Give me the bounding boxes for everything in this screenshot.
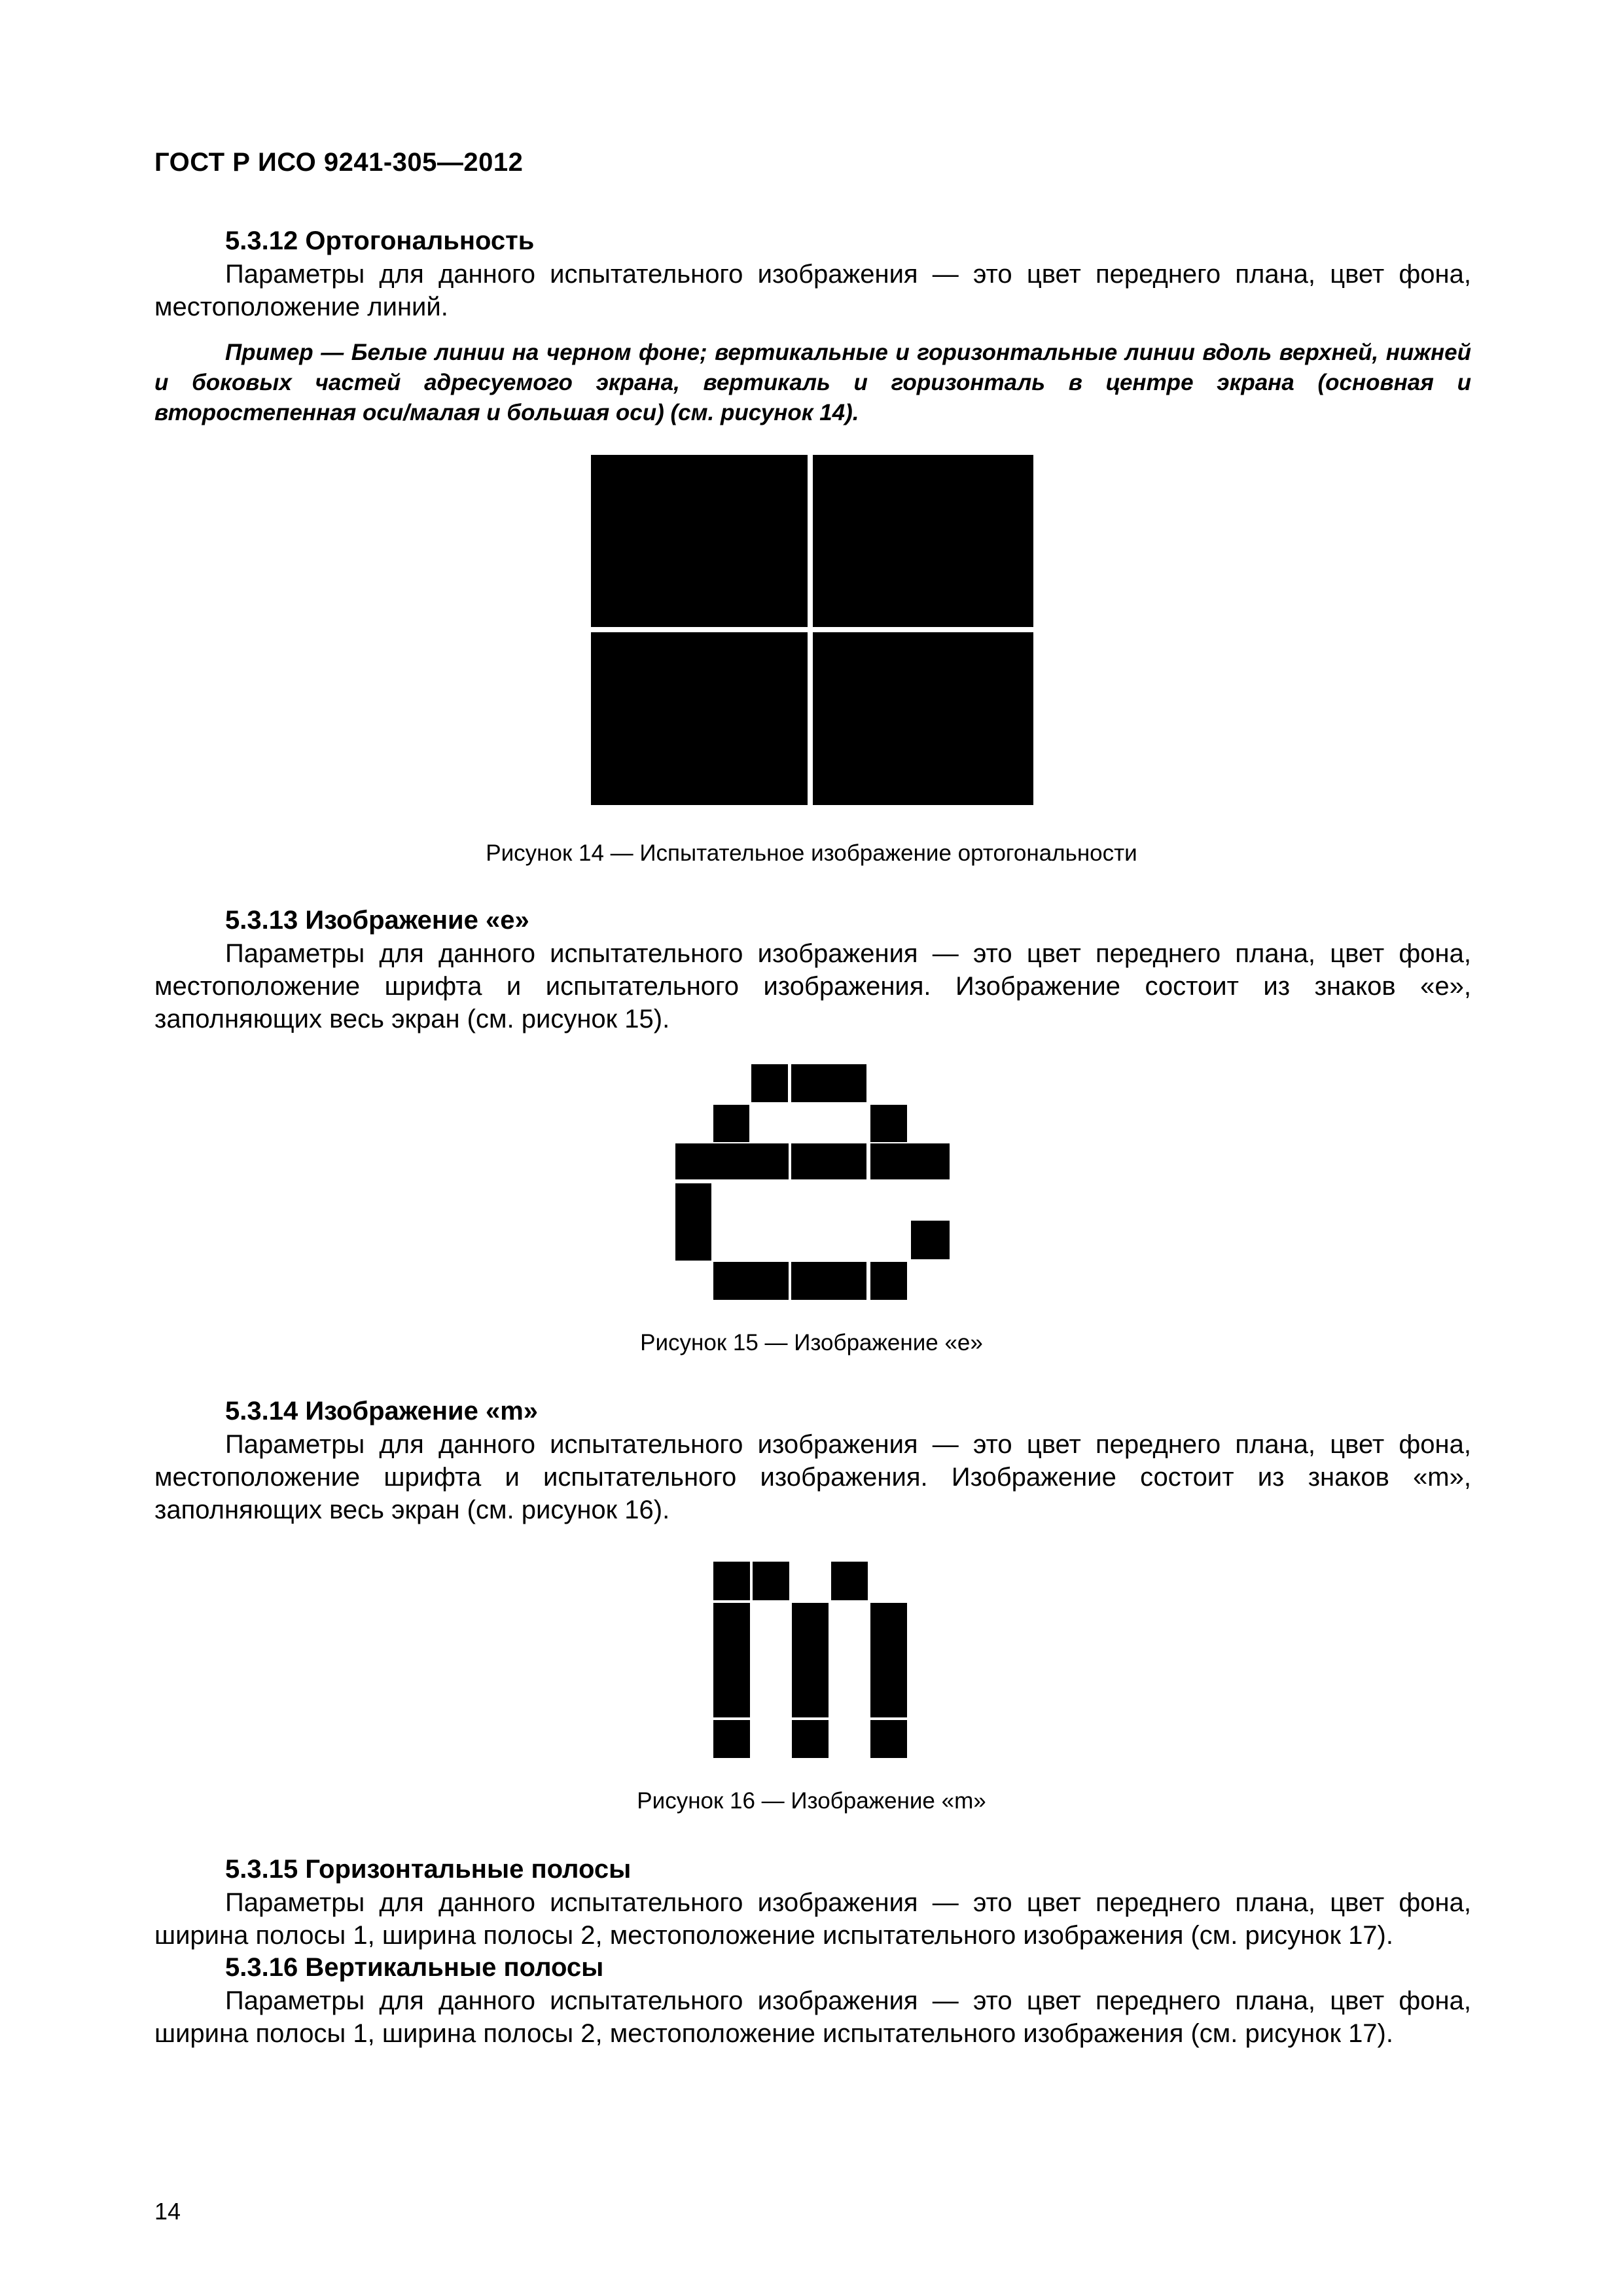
m-pixel xyxy=(753,1562,789,1600)
e-pixel xyxy=(791,1262,866,1300)
quadrant-top-right xyxy=(813,455,1033,627)
e-pixel xyxy=(870,1143,950,1179)
figure-16-letter-m-image xyxy=(713,1562,907,1758)
section-text-letter-m: Параметры для данного испытательного изображения — это цвет переднего плана, цвет фона, местоположение шрифта и испытательного изображения. Изображение состоит из знаков «m», заполняющих весь экран (см. рисунок 16). xyxy=(154,1430,1471,1524)
e-pixel xyxy=(791,1064,866,1102)
quadrant-bottom-left xyxy=(591,632,808,805)
section-text-horizontal-stripes: Параметры для данного испытательного изображения — это цвет переднего плана, цвет фона, ширина полосы 1, ширина полосы 2, местоположение испытательного изображения (см. рисунок 17). xyxy=(154,1888,1471,1950)
section-text-letter-e: Параметры для данного испытательного изображения — это цвет переднего плана, цвет фона, местоположение шрифта и испытательного изображения. Изображение состоит из знаков «е», заполняющих весь экран (см. рисунок 15). xyxy=(154,939,1471,1033)
m-pixel xyxy=(792,1603,829,1717)
section-heading-orthogonality: 5.3.12 Ортогональность xyxy=(225,226,535,255)
m-pixel xyxy=(713,1562,750,1600)
m-pixel xyxy=(831,1562,868,1600)
figure-15-letter-e-image xyxy=(675,1064,950,1300)
document-code: ГОСТ Р ИСО 9241-305—2012 xyxy=(154,148,524,177)
e-pixel xyxy=(713,1262,789,1300)
section-text-vertical-stripes: Параметры для данного испытательного изображения — это цвет переднего плана, цвет фона, ширина полосы 1, ширина полосы 2, местоположение испытательного изображения (см. рисунок 17). xyxy=(154,1986,1471,2048)
page-number: 14 xyxy=(154,2198,181,2225)
figure-14-caption: Рисунок 14 — Испытательное изображение ортогональности xyxy=(486,840,1137,866)
e-pixel xyxy=(791,1143,866,1179)
e-pixel xyxy=(870,1262,907,1300)
e-pixel xyxy=(911,1221,950,1259)
quadrant-bottom-right xyxy=(813,632,1033,805)
m-pixel xyxy=(713,1603,750,1717)
m-pixel xyxy=(792,1720,829,1758)
section-heading-letter-m: 5.3.14 Изображение «m» xyxy=(225,1397,539,1426)
figure-16-caption: Рисунок 16 — Изображение «m» xyxy=(637,1788,986,1814)
figure-15-caption: Рисунок 15 — Изображение «е» xyxy=(640,1330,983,1355)
section-heading-letter-e: 5.3.13 Изображение «е» xyxy=(225,906,529,935)
quadrant-top-left xyxy=(591,455,808,627)
m-pixel xyxy=(713,1720,750,1758)
section-heading-vertical-stripes: 5.3.16 Вертикальные полосы xyxy=(225,1953,604,1982)
figure-14-orthogonality-image xyxy=(591,455,1033,805)
e-pixel xyxy=(870,1105,907,1142)
section-text-orthogonality: Параметры для данного испытательного изображения — это цвет переднего плана, цвет фона, местоположение линий. xyxy=(154,260,1471,321)
section-heading-horizontal-stripes: 5.3.15 Горизонтальные полосы xyxy=(225,1855,632,1884)
e-pixel xyxy=(713,1105,749,1142)
example-text-orthogonality: Пример — Белые линии на черном фоне; вертикальные и горизонтальные линии вдоль верхней, нижней и боковых частей адресуемого экрана, вертикаль и горизонталь в центре экрана (основная и второстепенная оси/малая и большая оси) (см. рисунок 14). xyxy=(154,340,1471,425)
e-pixel xyxy=(675,1183,711,1261)
m-pixel xyxy=(870,1603,907,1717)
e-pixel xyxy=(751,1064,788,1102)
e-pixel xyxy=(675,1143,789,1179)
m-pixel xyxy=(870,1720,907,1758)
